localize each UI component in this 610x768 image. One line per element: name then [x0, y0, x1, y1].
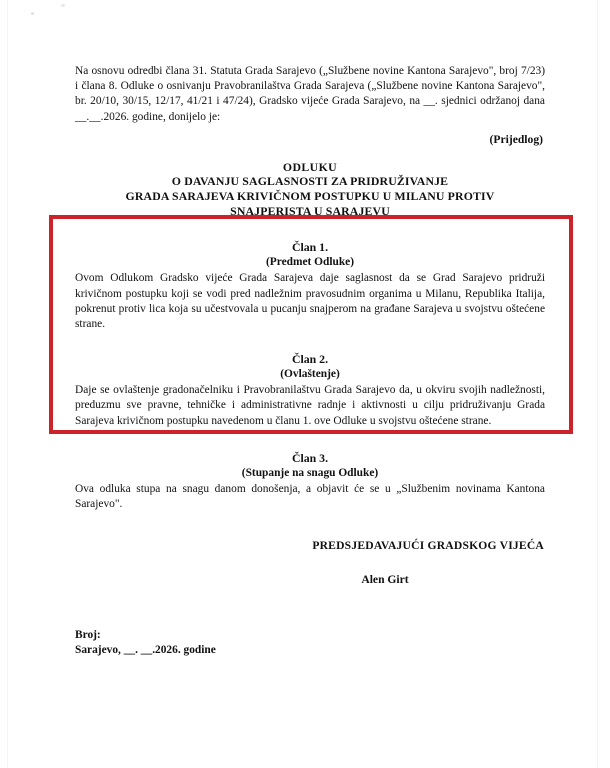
signature-title: PREDSJEDAVAJUĆI GRADSKOG VIJEĆA — [312, 538, 544, 552]
document-content — [75, 0, 545, 659]
article-1-text: Ovom Odlukom Gradsko vijeće Grada Sarajeva daje saglasnost da se Grad Sarajevo pridruži krivičnom postupku koji se vodi pred nadležnim pravosudnim organima u Milanu, Republika Italija, pokrenut protiv lica koja su učestvovala u pucanju snajperom na građane Sarajeva u svojstvu oštećene strane. — [75, 272, 545, 331]
draft-marker: (Prijedlog) — [489, 132, 543, 146]
article-3-text: Ova odluka stupa na snagu danom donošenja, a objavit će se u „Službenim novinama Kantona Sarajevo". — [75, 483, 545, 511]
footer-place-date: Sarajevo, __. __.2026. godine — [75, 644, 216, 657]
signature-name: Alen Girt — [361, 572, 409, 586]
article-1-number: Član 1. — [291, 240, 329, 255]
article-3-number: Član 3. — [291, 451, 329, 466]
article-2 — [75, 333, 545, 429]
document-title — [75, 160, 545, 218]
title-line-3: GRADA SARAJEVA KRIVIČNOM POSTUPKU U MILANU PROTIV — [125, 189, 495, 203]
scan-speckle-icon — [61, 4, 65, 7]
title-line-4: SNAJPERISTA U SARAJEVU — [230, 203, 390, 218]
article-3 — [75, 429, 545, 513]
footer-block — [75, 628, 545, 659]
article-2-number: Član 2. — [291, 351, 329, 366]
scan-speckle-icon — [31, 12, 34, 15]
article-1 — [75, 218, 545, 333]
article-1-subtitle: (Predmet Odluke) — [265, 256, 355, 269]
title-line-1: ODLUKU — [282, 159, 338, 174]
article-2-subtitle: (Ovlaštenje) — [280, 367, 340, 380]
document-page — [7, 0, 598, 768]
article-2-text: Daje se ovlaštenje gradonačelniku i Pravobranilaštvu Grada Sarajevo da, u okviru svojih nadležnosti, preduzmu sve pravne, tehničke i administrativne radnje i aktivnosti u cilju pridruživanju Grada Sarajeva krivičnom postupku navedenom u članu 1. ove Odluke u svojstvu oštećene strane. — [75, 383, 545, 427]
title-line-2: O DAVANJU SAGLASNOSTI ZA PRIDRUŽIVANJE — [171, 174, 449, 189]
article-3-subtitle: (Stupanje na snagu Odluke) — [241, 467, 379, 480]
intro-paragraph: Na osnovu odredbi člana 31. Statuta Grada Sarajevo („Službene novine Kantona Sarajevo", broj 7/23) i člana 8. Odluke o osnivanju Pravobranilaštva Grada Sarajeva („Službene novine Kantona Sarajevo", br. 20/10, 30/15, 12/17, 41/21 i 47/24), Gradsko vijeće Grada Sarajevo, na __. sjednici održanoj dana __.__.2026. godine, donijelo je: — [75, 65, 545, 123]
footer-number-label: Broj: — [75, 628, 101, 641]
